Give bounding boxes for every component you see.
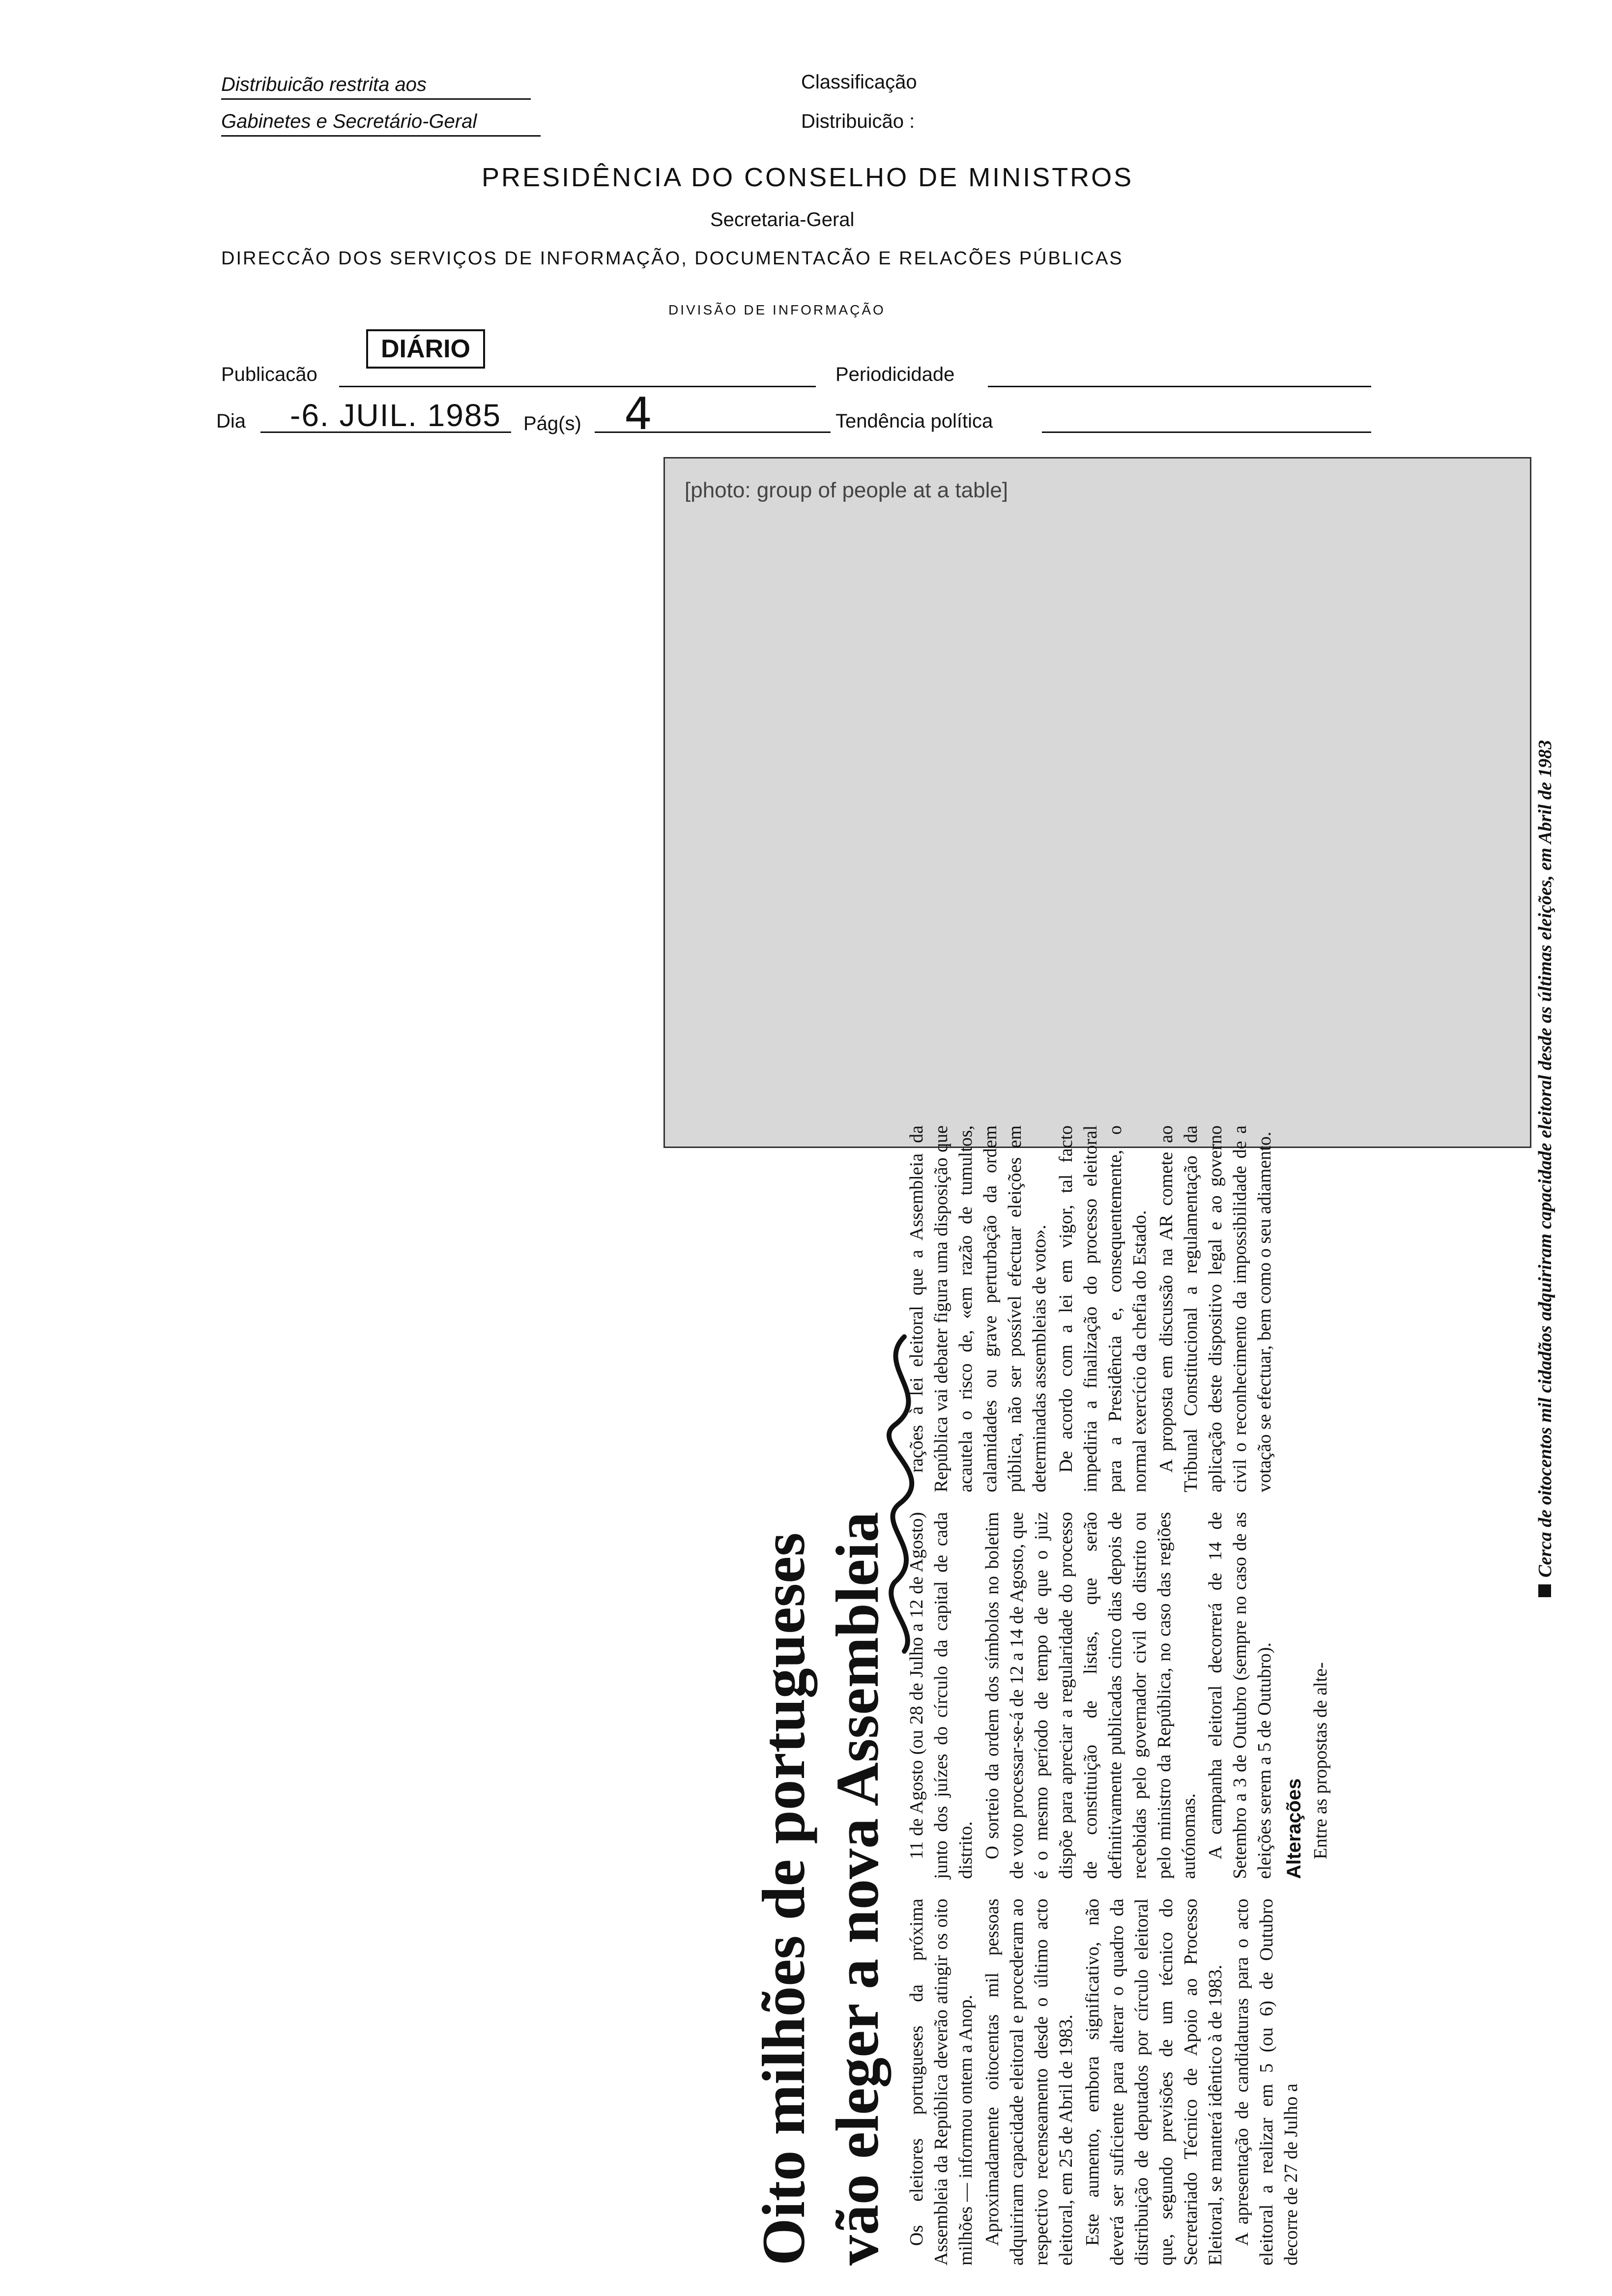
paragraph: 11 de Agosto (ou 28 de Julho a 12 de Agosto) junto dos juízes do círculo da capital de cada distrito. [906, 1512, 976, 1879]
pags-value: 4 [624, 388, 653, 440]
divisao-title: DIVISÃO DE INFORMAÇÃO [668, 302, 886, 317]
restricted-line-1: Distribuicão restrita aos [221, 74, 427, 95]
caption-bullet-icon [1538, 1584, 1551, 1597]
tendencia-rule [1042, 431, 1371, 433]
paragraph: De acordo com a lei em vigor, tal facto impediria a finalização do processo eleitoral para a Presidência e, consequentemente, o normal exercício da chefia do Estado. [1056, 1125, 1150, 1492]
periodicidade-label: Periodicidade [835, 364, 955, 385]
paragraph: Os eleitores portugueses da próxima Assembleia da República deverão atingir os oito milhões — informou ontem a Anop. [906, 1898, 976, 2266]
paragraph: Este aumento, embora significativo, não deverá ser suficiente para alterar o quadro da distribuição de deputados por círculo eleitoral que, segundo previsões de um técnico do Secretariado Técnico de Apoio ao Processo Eleitoral, se manterá idêntico à de 1983. [1082, 1898, 1226, 2266]
paragraph: Aproximadamente oitocentas mil pessoas adquiriram capacidade eleitoral e procederam ao respectivo recenseamento desde o último acto eleitoral, em 25 de Abril de 1983. [982, 1898, 1076, 2266]
periodicidade-rule [988, 386, 1371, 387]
photo-caption [1533, 457, 1602, 1597]
direccao-title: DIRECCÃO DOS SERVIÇOS DE INFORMAÇÃO, DOCUMENTACÃO E RELACÕES PÚBLICAS [221, 248, 1123, 269]
paragraph: Entre as propostas de alte- [1310, 1662, 1331, 1860]
pags-rule [595, 431, 831, 433]
headline [737, 1125, 899, 2266]
distribuicao-label: Distribuicão : [801, 111, 915, 132]
paragraph: O sorteio da ordem dos símbolos no boletim de voto processar-se-á de 12 a 14 de Agosto, que é o mesmo período de tempo de que o juiz dispõe para apreciar a regularidade do processo de constituição de listas, que serão definitivamente publicadas cinco dias depois de recebidas pelo governador civil do distrito ou pelo ministro da República, no caso das regiões autónomas. [982, 1512, 1199, 1879]
dia-rule [260, 431, 511, 433]
restricted-underline-2 [221, 135, 541, 137]
paragraph: A apresentação de candidaturas para o acto eleitoral a realizar em 5 (ou 6) de Outubro decorre de 27 de Julho a [1232, 1898, 1301, 2266]
restricted-line-2: Gabinetes e Secretário-Geral [221, 111, 477, 132]
restricted-underline-1 [221, 98, 531, 100]
secretaria-title: Secretaria-Geral [710, 209, 855, 230]
subheading-alteracoes: Alterações [1283, 1778, 1305, 1879]
caption-text: Cerca de oitocentos mil cidadãos adquiriram capacidade eleitoral desde as últimas eleições, em Abril de 1983 [1535, 740, 1555, 1578]
dia-label: Dia [216, 410, 246, 432]
paragraph: rações à lei eleitoral que a Assembleia da República vai debater figura uma disposição que acautela o risco de, «em razão de tumultos, calamidades ou grave perturbação da ordem pública, não ser possível efectuar eleições em determinadas assembleias de voto». [906, 1125, 1050, 1492]
headline-line-1: Oito milhões de portugueses [750, 1532, 817, 2266]
publicacao-stamp: DIÁRIO [366, 329, 485, 369]
paragraph: A proposta em discussão na AR comete ao Tribunal Constitucional a regulamentação da aplicação deste dispositivo legal e ao governo civil o reconhecimento da impossibilidade de a votação se efectuar, bem como o seu adiamento. [1156, 1125, 1275, 1492]
dia-value: -6. JUIL. 1985 [290, 398, 501, 433]
article-column-1 [904, 1898, 1335, 2266]
publicacao-rule [339, 386, 816, 387]
paragraph: A campanha eleitoral decorrerá de 14 de Setembro a 3 de Outubro (sempre no caso de as eleições serem a 5 de Outubro). [1205, 1512, 1275, 1879]
pags-label: Pág(s) [523, 413, 581, 434]
headline-line-2: vão eleger a nova Assembleia [824, 1512, 891, 2266]
article-column-3 [904, 1125, 1335, 1492]
publicacao-label: Publicacão [221, 364, 317, 385]
article [737, 1125, 1509, 2266]
presidencia-title: PRESIDÊNCIA DO CONSELHO DE MINISTROS [482, 163, 1134, 192]
classificacao-label: Classificação [801, 71, 917, 93]
article-column-2 [904, 1512, 1335, 1879]
handwritten-annotation-icon [865, 1327, 944, 1661]
article-photo [663, 457, 1531, 1148]
photo-label: [photo: group of people at a table] [685, 478, 1008, 502]
tendencia-label: Tendência política [835, 410, 993, 432]
article-columns [899, 1125, 1335, 2266]
